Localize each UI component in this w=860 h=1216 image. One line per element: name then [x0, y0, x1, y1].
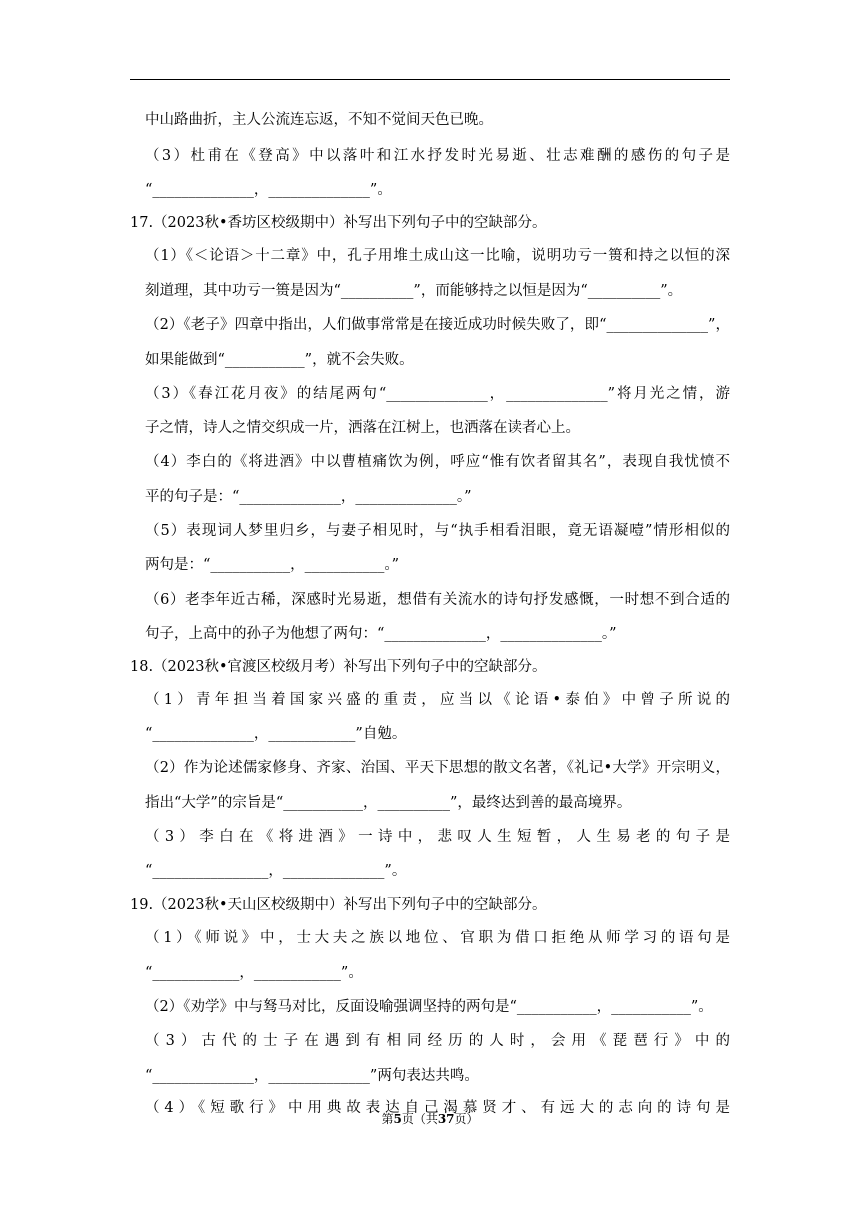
- text-line: 句子，上高中的孙子为他想了两句：“______________，______________。”: [145, 626, 617, 642]
- question-19-heading: 19.（2023秋•天山区校级期中）补写出下列句子中的空缺部分。: [130, 897, 547, 913]
- blank-line: “______________，______________”。: [145, 182, 392, 198]
- text-line: 中山路曲折，主人公流连忘返，不知不觉间天色已晚。: [145, 112, 493, 128]
- text-line: 两句是：“___________，___________。”: [145, 557, 400, 573]
- question-18-heading: 18.（2023秋•官渡区校级月考）补写出下列句子中的空缺部分。: [130, 659, 547, 675]
- footer-prefix: 第: [381, 1112, 394, 1126]
- footer-page-number: 5: [393, 1112, 402, 1126]
- blank-line: “____________，____________”。: [145, 965, 363, 981]
- blank-line: “______________，______________”两句表达共鸣。: [145, 1068, 479, 1084]
- blank-line: “________________，______________”。: [145, 863, 407, 879]
- question-17-2: （2）《老子》四章中指出，人们做事常常是在接近成功时候失败了，即“______________”，: [145, 317, 730, 333]
- header-rule: [130, 79, 730, 80]
- text-line: 平的句子是：“______________，______________。”: [145, 489, 472, 505]
- question-17-1: （1）《＜论语＞十二章》中，孔子用堆土成山这一比喻，说明功亏一篑和持之以恒的深: [145, 248, 730, 264]
- text-line: 如果能做到“___________”，就不会失败。: [145, 352, 414, 368]
- text-line: 刻道理，其中功亏一篑是因为“__________”，而能够持之以恒是因为“__________”。: [145, 283, 683, 299]
- question-19-3: （3）古代的士子在遇到有相同经历的人时，会用《琵琶行》中的: [145, 1033, 730, 1049]
- question-16-3: （3）杜甫在《登高》中以落叶和江水抒发时光易逝、壮志难酬的感伤的句子是: [145, 148, 730, 164]
- question-17-4: （4）李白的《将进酒》中以曹植痛饮为例，呼应“惟有饮者留其名”，表现自我忧愤不: [145, 454, 730, 470]
- question-18-3: （3）李白在《将进酒》一诗中，悲叹人生短暂，人生易老的句子是: [145, 829, 730, 845]
- question-19-4: （4）《短歌行》中用典故表达自己渴慕贤才、有远大的志向的诗句是: [145, 1100, 730, 1116]
- footer-total-pages: 37: [437, 1112, 455, 1126]
- question-18-1: （1）青年担当着国家兴盛的重责，应当以《论语•泰伯》中曾子所说的: [145, 692, 730, 708]
- question-17-heading: 17.（2023秋•香坊区校级期中）补写出下列句子中的空缺部分。: [130, 215, 547, 231]
- question-17-3: （3）《春江花月夜》的结尾两句“______________，______________”将月光之情，游: [145, 386, 730, 402]
- question-17-5: （5）表现词人梦里归乡，与妻子相见时，与“执手相看泪眼，竟无语凝噎”情形相似的: [145, 523, 730, 539]
- question-19-2: （2）《劝学》中与驽马对比，反面设喻强调坚持的两句是“___________，___________”。: [145, 999, 713, 1015]
- question-18-2: （2）作为论述儒家修身、齐家、治国、平天下思想的散文名著，《礼记•大学》开宗明义，: [145, 760, 730, 776]
- footer-middle: 页（共: [401, 1112, 438, 1126]
- question-19-1: （1）《师说》中，士大夫之族以地位、官职为借口拒绝从师学习的语句是: [145, 930, 730, 946]
- blank-line: “______________，____________”自勉。: [145, 726, 407, 742]
- question-17-6: （6）老李年近古稀，深感时光易逝，想借有关流水的诗句抒发感慨，一时想不到合适的: [145, 592, 730, 608]
- page-footer: [0, 1111, 860, 1127]
- text-line: 子之情，诗人之情交织成一片，洒落在江树上，也洒落在读者心上。: [145, 420, 580, 436]
- text-line: 指出“大学”的宗旨是“___________，__________”，最终达到善的最高境界。: [145, 795, 632, 811]
- footer-suffix: 页）: [454, 1112, 479, 1126]
